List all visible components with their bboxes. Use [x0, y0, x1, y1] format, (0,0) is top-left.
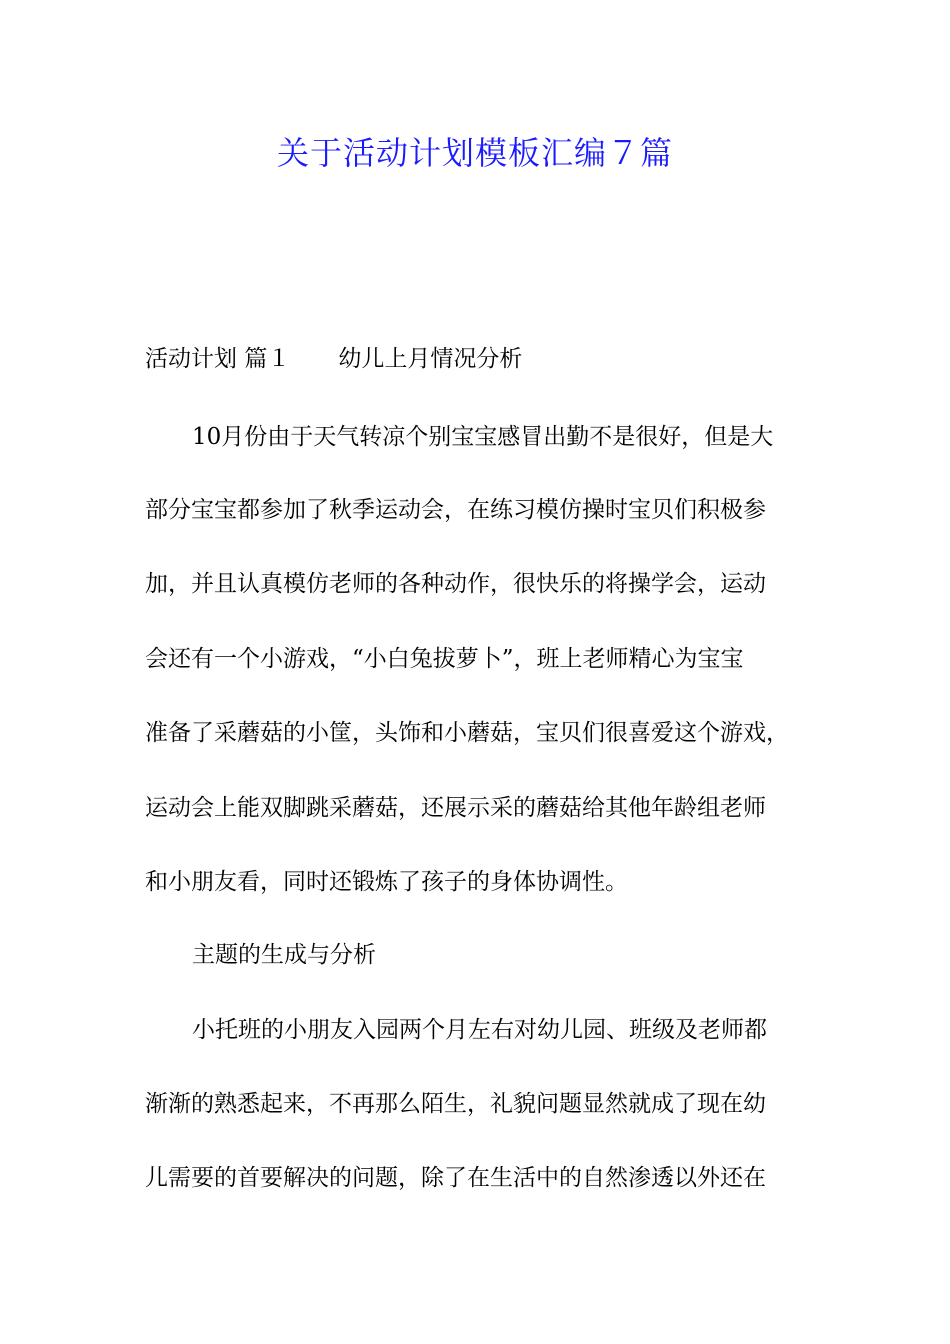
- paragraph-line: 部分宝宝都参加了秋季运动会，在练习模仿操时宝贝们积极参: [145, 497, 766, 523]
- section-part: 篇１: [244, 346, 291, 372]
- paragraph-line: 准备了采蘑菇的小筐，头饰和小蘑菇，宝贝们很喜爱这个游戏，: [145, 720, 789, 746]
- subheading: 主题的生成与分析: [192, 942, 376, 968]
- paragraph-line: 儿需要的首要解决的问题，除了在生活中的自然渗透以外还在: [145, 1165, 766, 1191]
- paragraph-line: 加，并且认真模仿老师的各种动作，很快乐的将操学会，运动: [145, 571, 766, 597]
- paragraph-line: 渐渐的熟悉起来，不再那么陌生，礼貌问题显然就成了现在幼: [145, 1091, 766, 1117]
- document-title: 关于活动计划模板汇编７篇: [276, 134, 673, 172]
- paragraph-line: 会还有一个小游戏，“小白兔拔萝卜”，班上老师精心为宝宝: [145, 646, 744, 672]
- section-subtitle: 幼儿上月情况分析: [338, 346, 523, 372]
- paragraph-line: 运动会上能双脚跳采蘑菇，还展示采的蘑菇给其他年龄组老师: [145, 795, 766, 821]
- paragraph-line: 小托班的小朋友入园两个月左右对幼儿园、班级及老师都: [192, 1017, 767, 1043]
- section-heading: [145, 344, 825, 374]
- paragraph-line: 和小朋友看，同时还锻炼了孩子的身体协调性。: [145, 869, 628, 895]
- section-label: 活动计划: [145, 346, 237, 372]
- paragraph-line: 10月份由于天气转凉个别宝宝感冒出勤不是很好，但是大: [192, 424, 774, 450]
